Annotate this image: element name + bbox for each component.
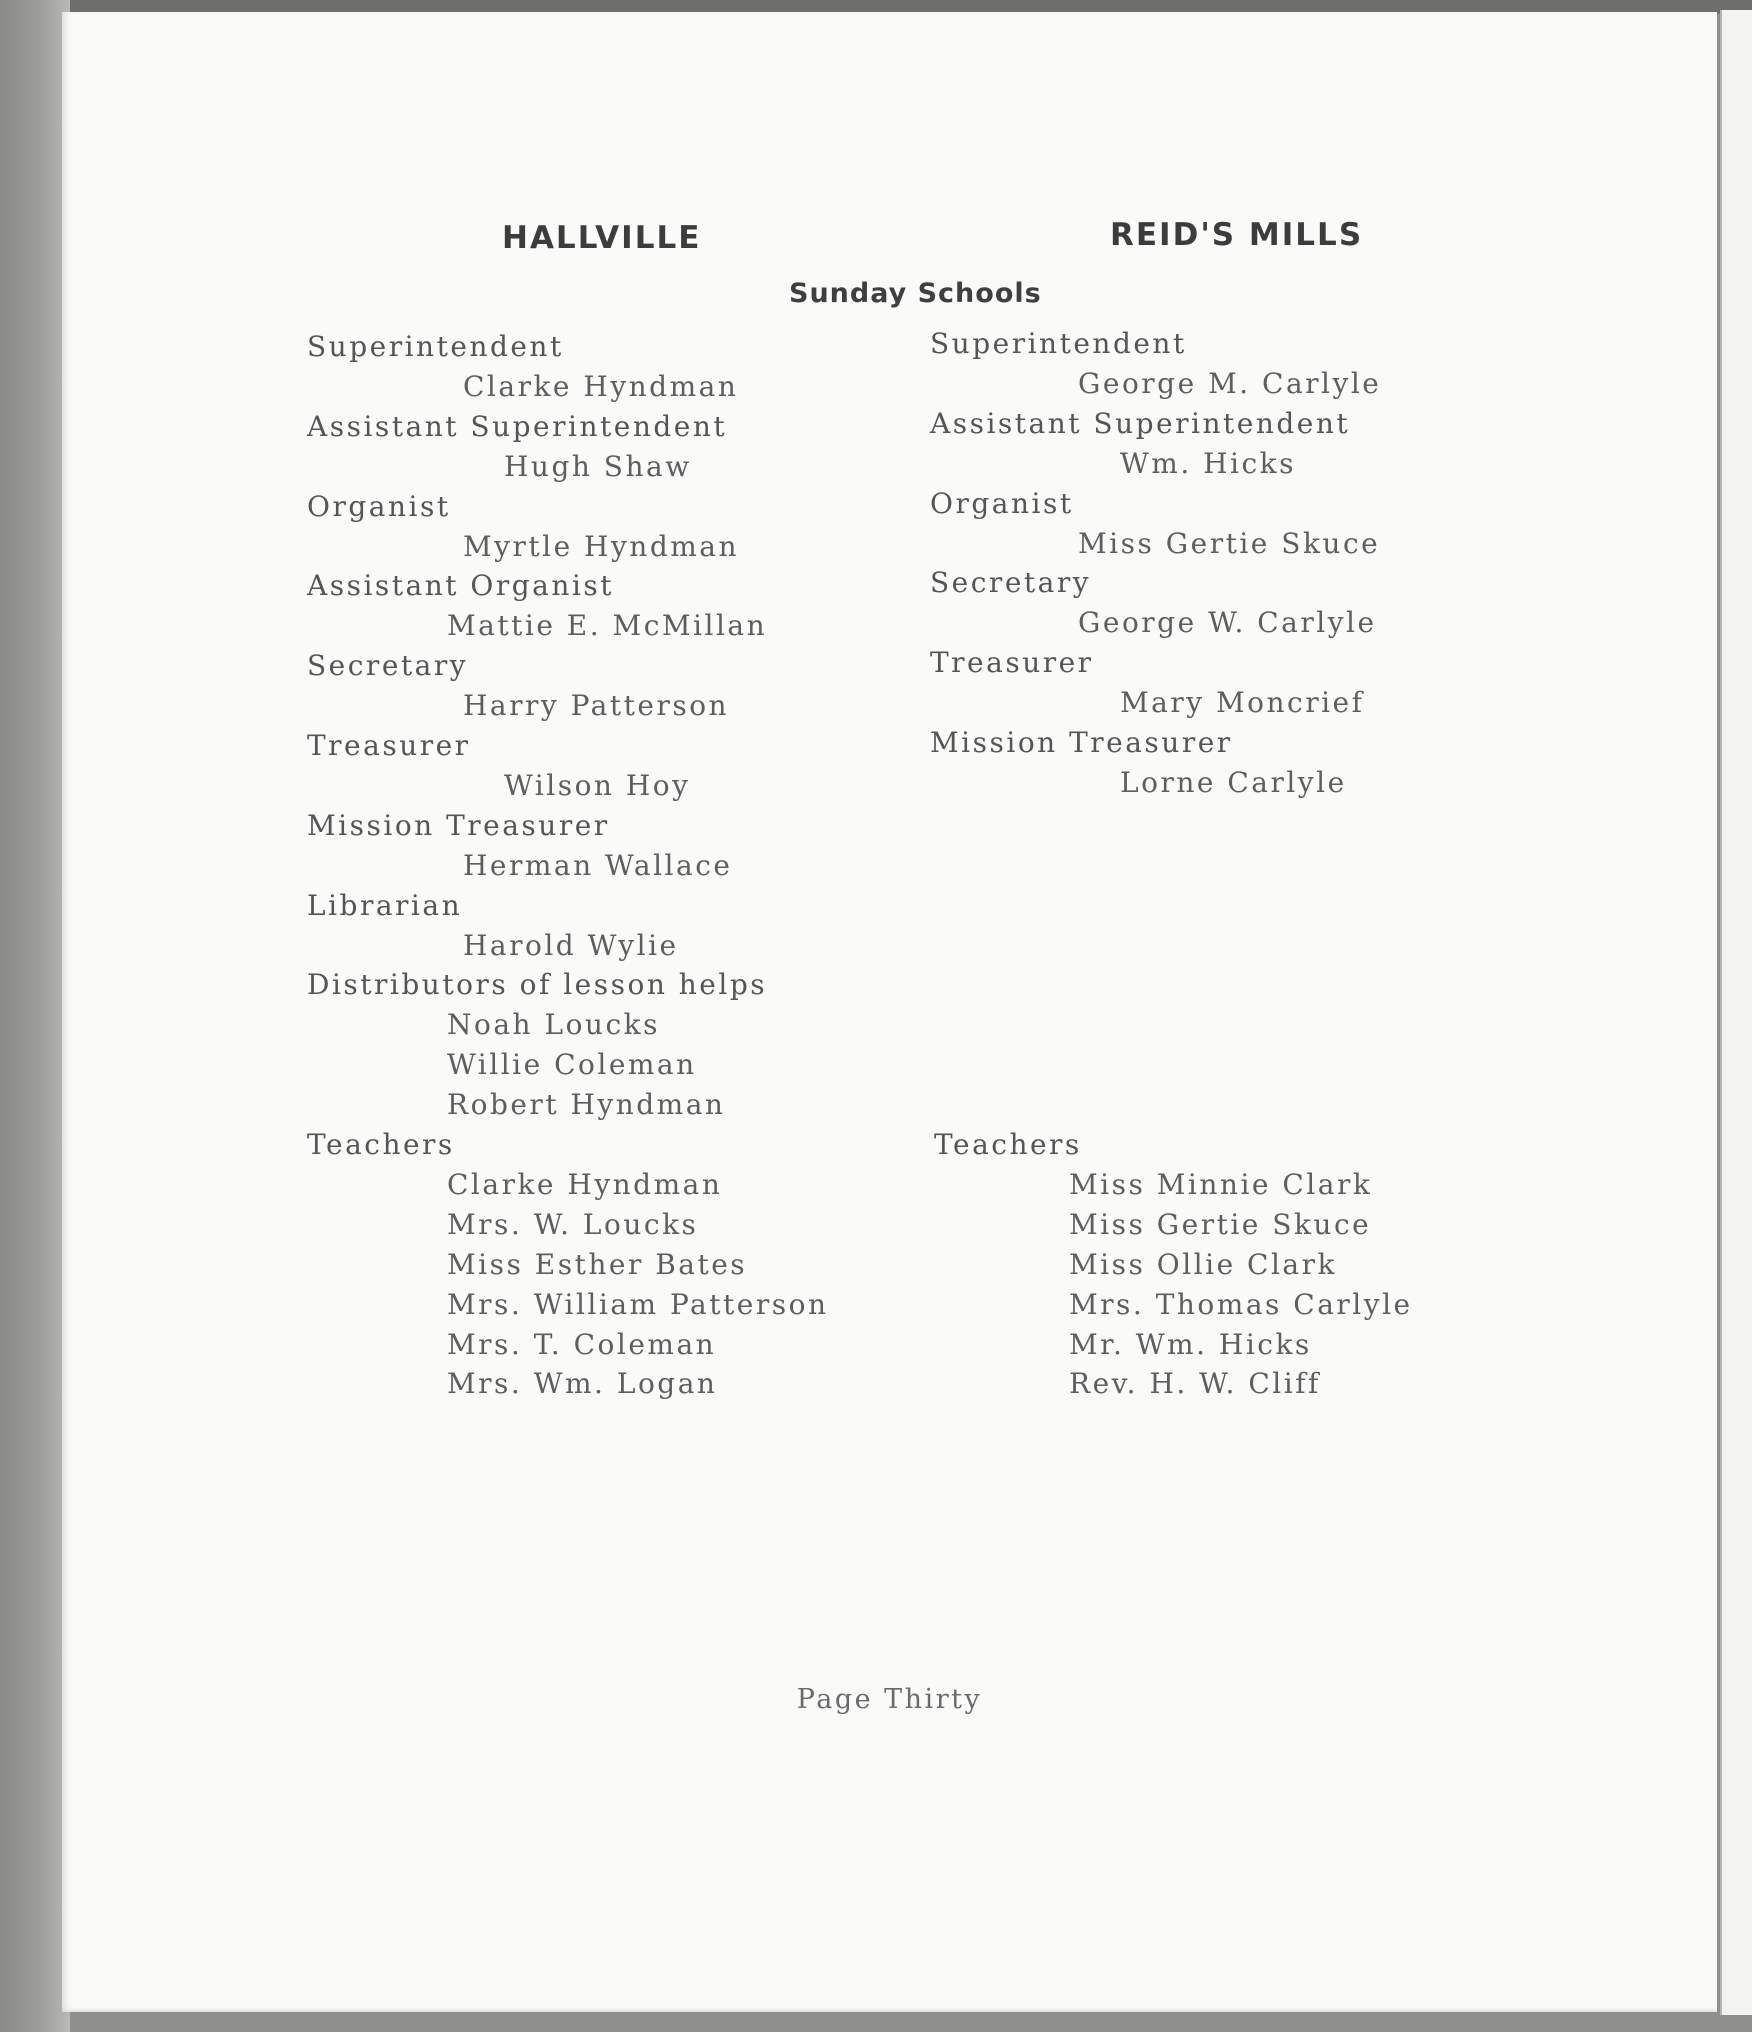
role-label: Mission Treasurer bbox=[930, 726, 1233, 759]
person-name: Miss Gertie Skuce bbox=[1069, 1207, 1372, 1241]
person-name: Wm. Hicks bbox=[1120, 446, 1297, 480]
role-label: Superintendent bbox=[930, 327, 1187, 360]
role-label: Assistant Superintendent bbox=[307, 409, 728, 443]
person-name: Harry Patterson bbox=[463, 689, 730, 723]
person-name: Lorne Carlyle bbox=[1120, 765, 1347, 799]
role-label: Teachers bbox=[307, 1128, 455, 1161]
right-column-heading: REID'S MILLS bbox=[1110, 217, 1364, 253]
role-label: Organist bbox=[930, 486, 1074, 520]
book-spine bbox=[0, 0, 70, 2032]
person-name: Hugh Shaw bbox=[504, 449, 692, 483]
person-name: Mrs. William Patterson bbox=[447, 1287, 829, 1321]
person-name: George M. Carlyle bbox=[1078, 366, 1382, 400]
role-label: Treasurer bbox=[307, 729, 471, 762]
person-name: Mrs. Thomas Carlyle bbox=[1069, 1287, 1413, 1321]
page-number: Page Thirty bbox=[796, 1684, 983, 1715]
person-name: Miss Ollie Clark bbox=[1069, 1247, 1337, 1281]
role-label: Treasurer bbox=[930, 646, 1094, 680]
person-name: Robert Hyndman bbox=[447, 1088, 726, 1122]
role-label: Teachers bbox=[934, 1128, 1082, 1161]
role-label: Distributors of lesson helps bbox=[307, 968, 768, 1002]
person-name: Herman Wallace bbox=[463, 848, 733, 882]
left-column-heading: HALLVILLE bbox=[502, 220, 702, 256]
role-label: Superintendent bbox=[307, 330, 564, 363]
person-name: Mrs. W. Loucks bbox=[447, 1207, 699, 1241]
person-name: Harold Wylie bbox=[463, 928, 679, 962]
section-heading: Sunday Schools bbox=[789, 278, 1042, 309]
person-name: Miss Gertie Skuce bbox=[1078, 526, 1381, 560]
person-name: Mattie E. McMillan bbox=[447, 609, 768, 643]
person-name: Rev. H. W. Cliff bbox=[1069, 1367, 1321, 1401]
person-name: Clarke Hyndman bbox=[463, 369, 739, 403]
role-label: Librarian bbox=[307, 888, 463, 922]
adjacent-page-edge bbox=[1720, 10, 1752, 2015]
person-name: Clarke Hyndman bbox=[447, 1167, 723, 1201]
person-name: Mr. Wm. Hicks bbox=[1069, 1327, 1312, 1361]
person-name: Mary Moncrief bbox=[1120, 686, 1365, 720]
person-name: Myrtle Hyndman bbox=[463, 529, 740, 563]
person-name: Mrs. T. Coleman bbox=[447, 1327, 717, 1361]
role-label: Assistant Organist bbox=[307, 569, 614, 603]
person-name: George W. Carlyle bbox=[1078, 606, 1377, 640]
person-name: Wilson Hoy bbox=[504, 768, 691, 802]
document-page bbox=[62, 12, 1717, 2012]
role-label: Assistant Superintendent bbox=[930, 406, 1351, 440]
role-label: Secretary bbox=[930, 566, 1092, 600]
person-name: Willie Coleman bbox=[447, 1048, 697, 1082]
person-name: Miss Esther Bates bbox=[447, 1247, 748, 1281]
person-name: Miss Minnie Clark bbox=[1069, 1167, 1373, 1201]
person-name: Mrs. Wm. Logan bbox=[447, 1367, 718, 1401]
role-label: Secretary bbox=[307, 649, 469, 683]
person-name: Noah Loucks bbox=[447, 1008, 660, 1042]
role-label: Mission Treasurer bbox=[307, 808, 610, 842]
role-label: Organist bbox=[307, 489, 451, 523]
